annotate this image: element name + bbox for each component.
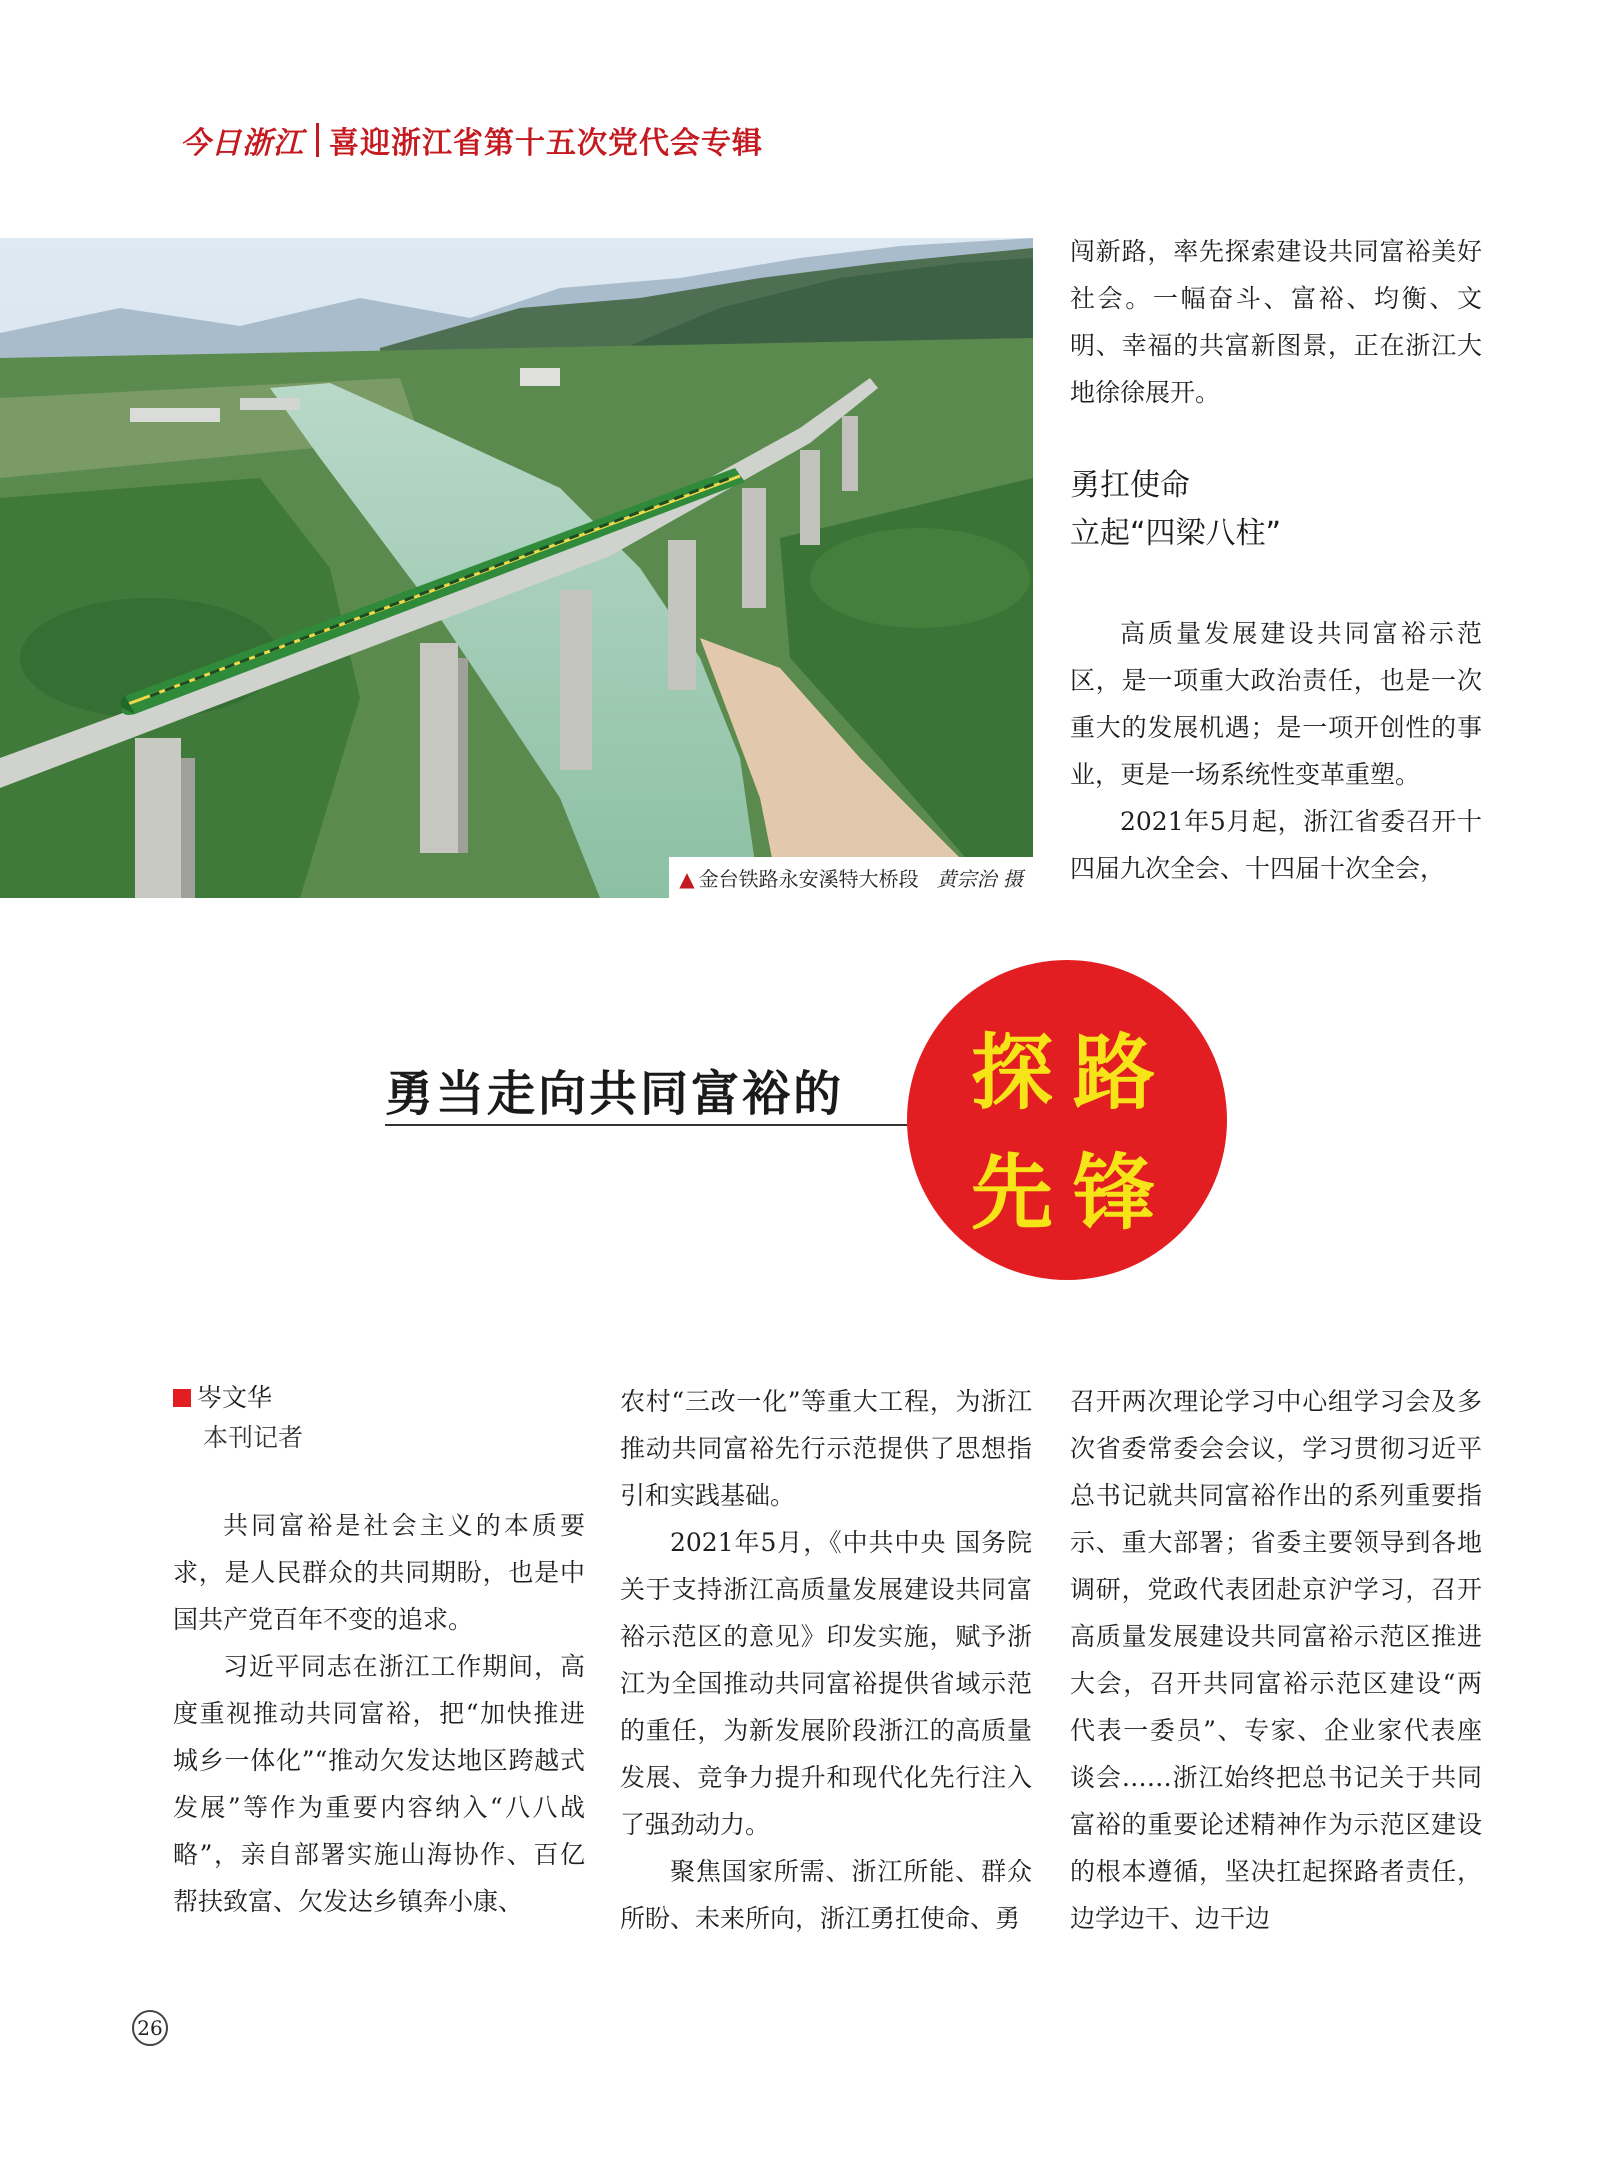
photo-illustration [0,238,1033,898]
body-column-2 [620,1378,1032,1942]
paragraph: 共同富裕是社会主义的本质要求，是人民群众的共同期盼，也是中国共产党百年不变的追求。 [173,1511,585,1634]
subhead-line-2: 立起“四梁八柱” [1070,516,1282,551]
paragraph: 聚焦国家所需、浙江所能、群众所盼、未来所向，浙江勇扛使命、勇 [620,1857,1032,1933]
subhead-line-1: 勇扛使命 [1070,468,1190,503]
circle-text-line-1: 探路 [971,1026,1176,1121]
photo-caption [669,857,1033,898]
author-name: 岑文华 [197,1383,273,1412]
page-number: 26 [132,2010,168,2046]
byline-role: 本刊记者 [203,1423,304,1452]
paragraph: 闯新路，率先探索建设共同富裕美好社会。一幅奋斗、富裕、均衡、文明、幸福的共富新图景，正在浙江大地徐徐展开。 [1070,237,1482,407]
photo-credit: 黄宗治 摄 [936,867,1023,891]
body-column-1 [173,1378,585,1925]
magazine-logo: 今日浙江 [180,126,304,161]
right-column-mid [1070,610,1482,892]
railway-bridge-photo [0,238,1033,898]
caption-text: 金台铁路永安溪特大桥段 [698,867,919,891]
paragraph: 2021年5月，《中共中央 国务院关于支持浙江高质量发展建设共同富裕示范区的意见》印发实施，赋予浙江为全国推动共同富裕提供省域示范的重任，为新发展阶段浙江的高质量发展、竞争力提升和现代化先行注入了强劲动力。 [620,1528,1032,1839]
headline-red-circle [907,960,1227,1280]
paragraph: 2021年5月起，浙江省委召开十四届九次全会、十四届十次全会， [1070,807,1482,883]
red-square-icon [173,1389,191,1407]
paragraph: 农村“三改一化”等重大工程，为浙江推动共同富裕先行示范提供了思想指引和实践基础。 [620,1387,1032,1510]
header-title: 喜迎浙江省第十五次党代会专辑 [329,126,763,161]
paragraph: 高质量发展建设共同富裕示范区，是一项重大政治责任，也是一次重大的发展机遇；是一项开创性的事业，更是一场系统性变革重塑。 [1070,619,1482,789]
circle-text-line-2: 先锋 [971,1146,1176,1241]
header-divider [316,123,319,157]
article-headline: 勇当走向共同富裕的 [385,1066,845,1122]
section-subheading [1070,462,1281,558]
paragraph: 习近平同志在浙江工作期间，高度重视推动共同富裕，把“加快推进城乡一体化”“推动欠发达地区跨越式发展”等作为重要内容纳入“八八战略”，亲自部署实施山海协作、百亿帮扶致富、欠发达乡镇奔小康、 [173,1652,585,1916]
paragraph: 召开两次理论学习中心组学习会及多次省委常委会会议，学习贯彻习近平总书记就共同富裕作出的系列重要指示、重大部署；省委主要领导到各地调研，党政代表团赴京沪学习，召开高质量发展建设共同富裕示范区推进大会，召开共同富裕示范区建设“两代表一委员”、专家、企业家代表座谈会……浙江始终把总书记关于共同富裕的重要论述精神作为示范区建设的根本遵循，坚决扛起探路者责任，边学边干、边干边 [1070,1387,1482,1933]
headline-underline [385,1124,925,1126]
triangle-icon: ▲ [679,867,695,891]
body-column-3 [1070,1378,1482,1942]
page-header [180,118,763,162]
byline-author [173,1378,585,1418]
right-column-top [1070,228,1482,416]
